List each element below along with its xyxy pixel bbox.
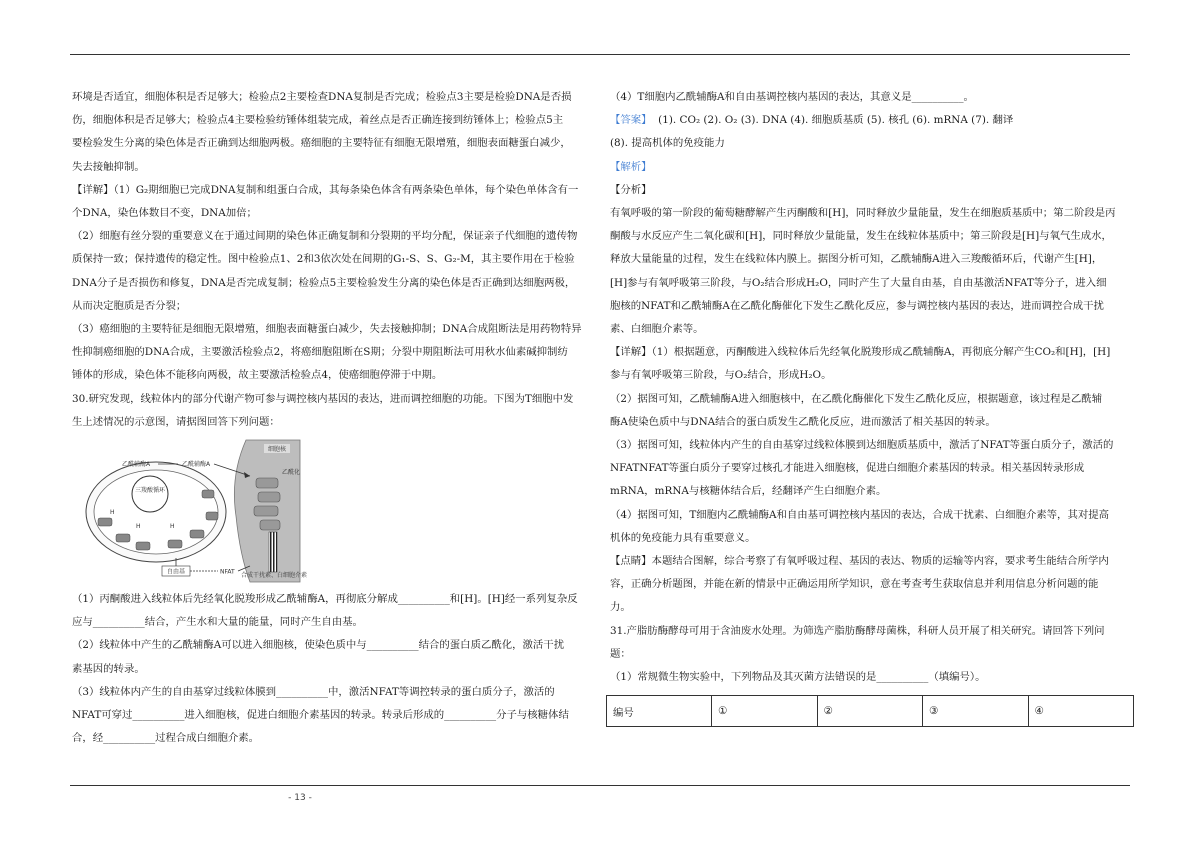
analysis-text: 胞核的NFAT和乙酰辅酶A在乙酰化酶催化下发生乙酰化反应，参与调控核内基因的表达，进而调控合成干扰	[610, 299, 1104, 312]
text-line: 个DNA，染色体数目不变，DNA加倍；	[72, 207, 257, 220]
nfat-label: NFAT	[220, 568, 235, 576]
h-label: H	[110, 509, 115, 517]
analysis-text: 参与有氧呼吸第三阶段，与O₂结合，形成H₂O。	[610, 369, 832, 382]
table-cell: ①	[712, 696, 818, 727]
text-line: 质保持一致；保持遗传的稳定性。图中检验点1、2和3依次处在间期的G₁-S、S、G₂-M，其主要作用在于检验	[72, 253, 575, 266]
analysis-text: 酮酸与水反应产生二氧化碳和[H]，同时释放少量能量，发生在线粒体基质中；第三阶段是[H]与氧气生成水，	[610, 230, 1112, 243]
options-table	[606, 695, 1134, 727]
text-line: 【详解】（1）G₂期细胞已完成DNA复制和组蛋白合成，其每条染色体含有两条染色单体，每个染色单体含有一	[72, 183, 579, 196]
answer-text: (1). CO₂ (2). O₂ (3). DNA (4). 细胞质基质 (5). 核孔 (6). mRNA (7). 翻译	[658, 114, 1014, 127]
answer-line	[610, 109, 1128, 132]
analysis-text: 释放大量能量的过程，发生在线粒体内膜上。据图分析可知，乙酰辅酶A进入三羧酸循环后，代谢产生[H]，	[610, 253, 1103, 266]
free-radical-label: 自由基	[166, 568, 186, 576]
analysis-text: [H]参与有氧呼吸第三阶段，与O₂结合形成H₂O，同时产生了大量自由基，自由基激活NFAT等分子，进入细	[610, 276, 1107, 289]
analysis-text: 素、白细胞介素等。	[610, 323, 704, 336]
header-rule	[70, 54, 1130, 55]
analysis-text: 机体的免疫能力具有重要意义。	[610, 531, 756, 544]
analysis-text: 力。	[610, 601, 631, 614]
analysis-text: 容，正确分析题图，并能在新的情景中正确运用所学知识，意在考查考生获取信息并利用信息分析问题的能	[610, 578, 1099, 591]
question-30-part: （4）T细胞内乙酰辅酶A和自由基调控核内基因的表达，其意义是__________。	[610, 91, 974, 103]
analysis-text: mRNA，mRNA与核糖体结合后，经翻译产生白细胞介素。	[610, 485, 887, 498]
question-30-stem: 30.研究发现，线粒体内的部分代谢产物可参与调控核内基因的表达，进而调控细胞的功能。下图为T细胞中发	[72, 392, 574, 405]
text-line: 要检验发生分离的染色体是否正确到达细胞两极。癌细胞的主要特征有细胞无限增殖，细胞表面糖蛋白减少，	[72, 137, 571, 150]
acetyl-coa-label: 乙酰辅酶A	[122, 461, 151, 469]
text-line: （3）癌细胞的主要特征是细胞无限增殖，细胞表面糖蛋白减少，失去接触抑制；DNA合成阻断法是用药物特异	[72, 323, 582, 336]
table-cell: ④	[1028, 696, 1134, 727]
table-cell: ③	[923, 696, 1029, 727]
acetyl-coa-label: 乙酰辅酶A	[182, 461, 211, 469]
question-30-stem: 生上述情况的示意图，请据图回答下列问题：	[72, 415, 280, 428]
analysis-text: （4）据图可知，T细胞内乙酰辅酶A和自由基可调控核内基因的表达，合成干扰素、白细胞介素等，其对提高	[610, 508, 1110, 521]
text-line: 失去接触抑制。	[72, 160, 145, 173]
page-number: - 13 -	[288, 793, 312, 803]
analysis-text: （3）据图可知，线粒体内产生的自由基穿过线粒体膜到达细胞质基质中，激活了NFAT等蛋白质分子，激活的	[610, 439, 1114, 452]
table-row	[607, 696, 1134, 727]
right-column	[610, 86, 1128, 727]
h-label: H	[136, 523, 141, 531]
analysis-text: NFATNFAT等蛋白质分子要穿过核孔才能进入细胞核，促进白细胞介素基因的转录。相关基因转录形成	[610, 462, 1085, 475]
text-line: 伤，细胞体积是否足够大；检验点4主要检验纺锤体组装完成，着丝点是否正确连接到纺锤体上；检验点5主	[72, 114, 564, 127]
text-line: 环境是否适宜，细胞体积是否足够大；检验点2主要检查DNA复制是否完成；检验点3主要是检验DNA是否损	[72, 91, 572, 103]
left-column	[72, 86, 590, 750]
table-cell: 编号	[607, 696, 712, 727]
footer-rule	[70, 785, 1130, 786]
analysis-text: 【详解】（1）根据题意，丙酮酸进入线粒体后先经氧化脱羧形成乙酰辅酶A，再彻底分解产生CO₂和[H]，[H]	[610, 346, 1111, 359]
answer-label: 【答案】	[610, 114, 652, 127]
text-line: 性抑制癌细胞的DNA合成，主要激活检验点2，将癌细胞阻断在S期；分裂中期阻断法可用秋水仙素碱抑制纺	[72, 346, 568, 359]
question-30-part: 合，经__________过程合成白细胞介素。	[72, 732, 260, 745]
text-line: 锤体的形成，染色体不能移向两极，故主要激活检验点4，使癌细胞停滞于中期。	[72, 369, 443, 382]
h-label: H	[170, 523, 175, 531]
analysis-text: 有氧呼吸的第一阶段的葡萄糖酵解产生丙酮酸和[H]，同时释放少量能量，发生在细胞质基质中；第二阶段是丙	[610, 207, 1116, 220]
product-label: 合成干扰素、白细胞介素	[240, 572, 308, 580]
text-line: 从而决定胞质是否分裂；	[72, 299, 187, 312]
question-30-part: （1）丙酮酸进入线粒体后先经氧化脱羧形成乙酰辅酶A，再彻底分解成__________和[H]。[H]经一系列复杂反	[72, 593, 578, 606]
question-30-part: 素基因的转录。	[72, 662, 145, 675]
table-cell: ②	[817, 696, 923, 727]
tca-label: 三羧酸循环	[134, 487, 166, 495]
question-30-part: 应与__________结合，产生水和大量的能量，同时产生自由基。	[72, 616, 363, 629]
question-30-part: （3）线粒体内产生的自由基穿过线粒体膜到__________中，激活NFAT等调控转录的蛋白质分子，激活的	[72, 685, 555, 698]
t-cell-diagram	[78, 436, 308, 584]
question-31-part: （1）常规微生物实验中，下列物品及其灭菌方法错误的是__________（填编号）。	[610, 671, 986, 684]
analysis-text: 酶A使染色质中与DNA结合的蛋白质发生乙酰化反应，进而激活了相关基因的转录。	[610, 415, 996, 428]
analysis-text: 【点睛】本题结合图解，综合考察了有氧呼吸过程、基因的表达、物质的运输等内容，要求考生能结合所学内	[610, 555, 1109, 568]
acetylation-label: 乙酰化	[282, 469, 301, 477]
analysis-text: （2）据图可知，乙酰辅酶A进入细胞核中，在乙酰化酶催化下发生乙酰化反应，根据题意，该过程是乙酰辅	[610, 392, 1103, 405]
question-30-part: NFAT可穿过__________进入细胞核，促进白细胞介素基因的转录。转录后形成的__________分子与核糖体结	[72, 709, 569, 722]
nucleus-label: 细胞核	[267, 446, 287, 454]
question-31-stem: 题：	[610, 647, 631, 660]
analysis-text: 【分析】	[610, 183, 652, 196]
question-31-stem: 31.产脂肪酶酵母可用于含油废水处理。为筛选产脂肪酶酵母菌株，科研人员开展了相关研究。请回答下列问	[610, 624, 1105, 637]
text-line: （2）细胞有丝分裂的重要意义在于通过间期的染色体正确复制和分裂期的平均分配，保证亲子代细胞的遗传物	[72, 230, 578, 243]
question-30-part: （2）线粒体中产生的乙酰辅酶A可以进入细胞核，使染色质中与__________结合的蛋白质乙酰化，激活干扰	[72, 639, 565, 652]
text-line: DNA分子是否损伤和修复，DNA是否完成复制；检验点5主要检验发生分离的染色体是否正确到达细胞两极，	[72, 276, 576, 289]
answer-line: (8). 提高机体的免疫能力	[610, 137, 725, 150]
analysis-label: 【解析】	[610, 160, 652, 173]
